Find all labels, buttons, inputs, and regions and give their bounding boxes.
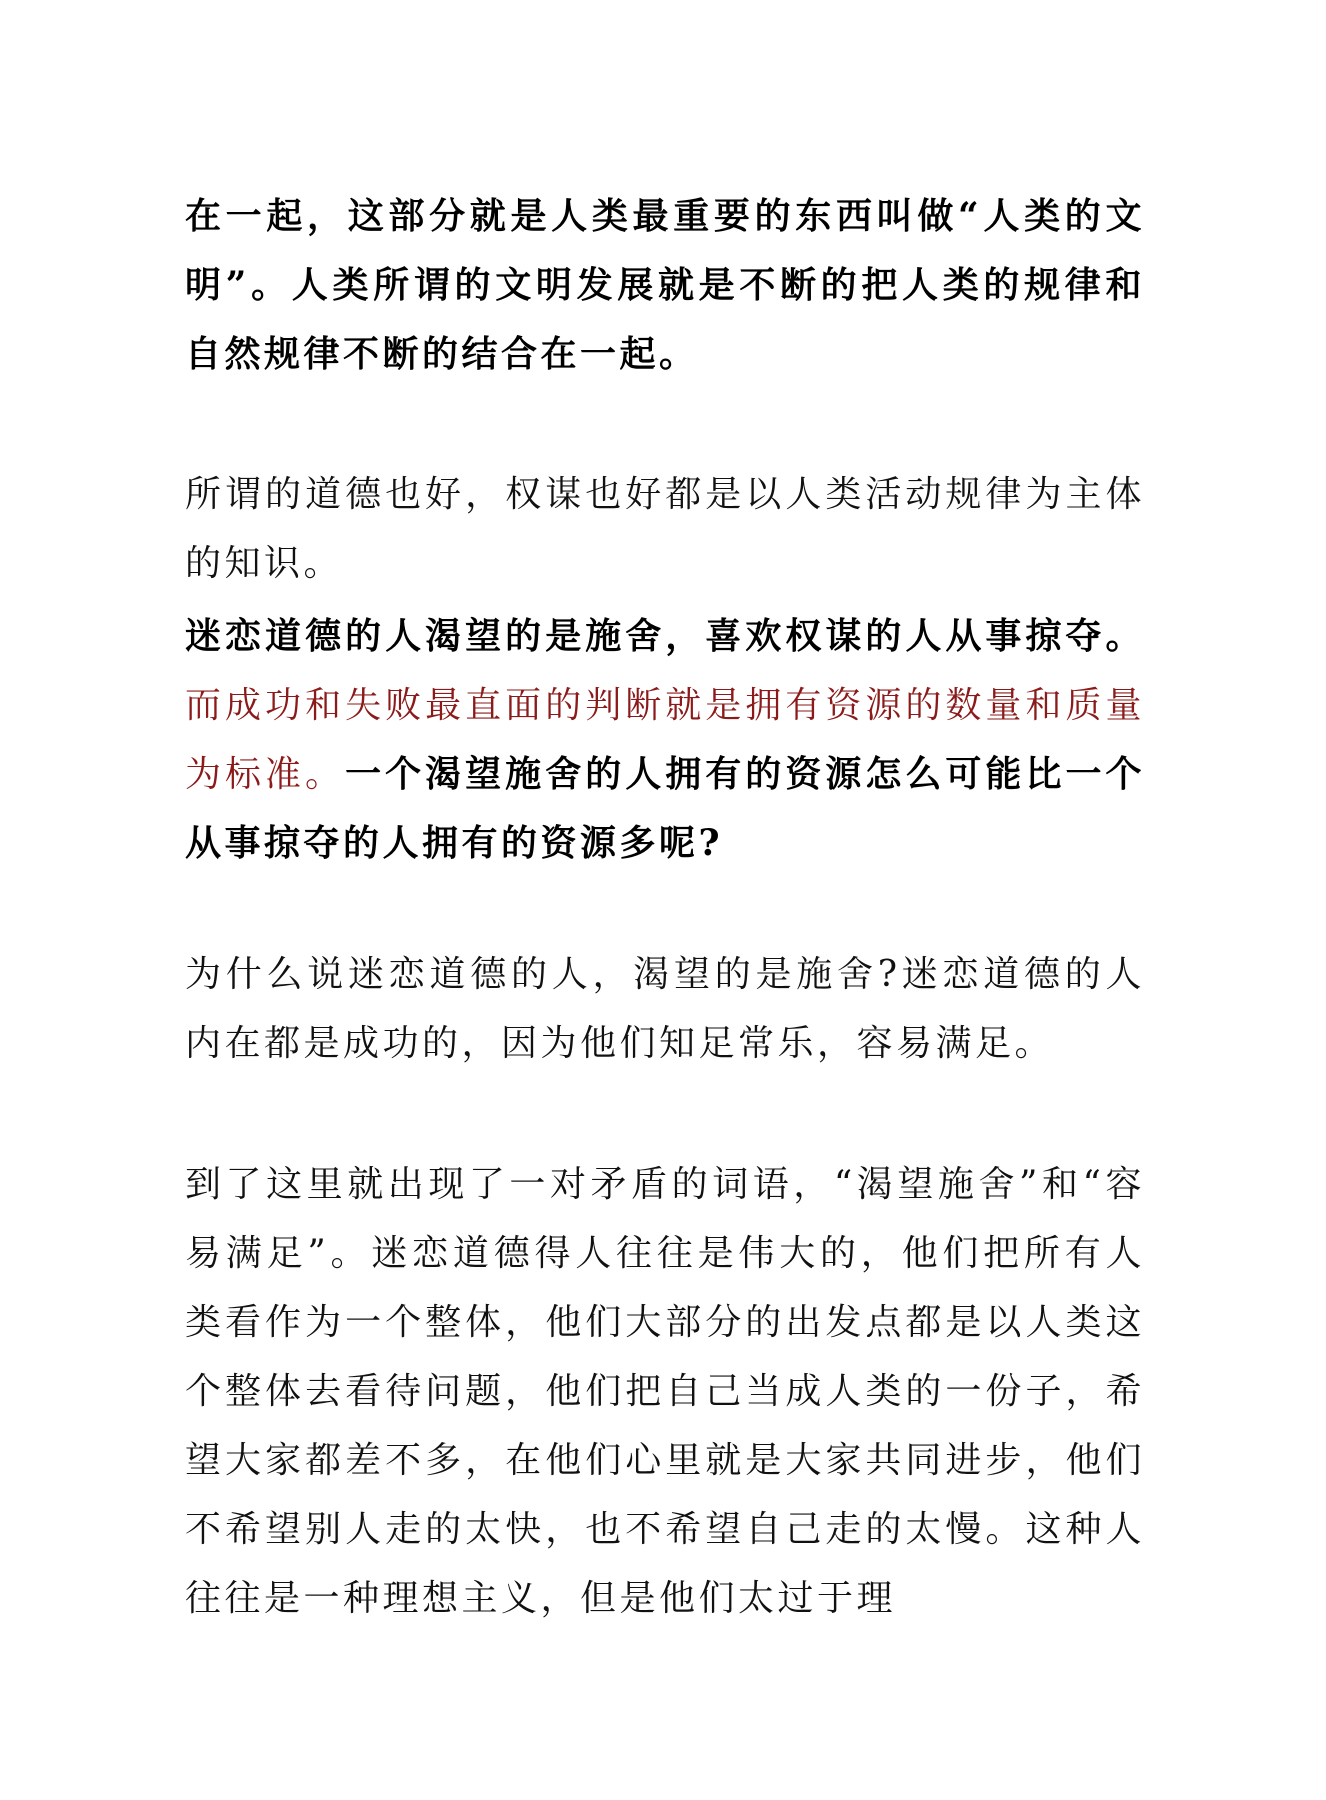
paragraph-charity-plunder-lead: 迷恋道德的人渴望的是施舍，喜欢权谋的人从事掠夺。 bbox=[185, 615, 1145, 657]
paragraph-civilization: 在一起，这部分就是人类最重要的东西叫做“人类的文明”。人类所谓的文明发展就是不断的把人类的规律和自然规律不断的结合在一起。 bbox=[185, 195, 1145, 375]
paragraph-contradiction: 到了这里就出现了一对矛盾的词语，“渴望施舍”和“容易满足”。迷恋道德得人往往是伟大的，他们把所有人类看作为一个整体，他们大部分的出发点都是以人类这个整体去看待问题，他们把自己当成人类的一份子，希望大家都差不多，在他们心里就是大家共同进步，他们不希望别人走的太快，也不希望自己走的太慢。这种人往往是一种理想主义，但是他们太过于理 bbox=[185, 1164, 1145, 1619]
paragraph-why-charity: 为什么说迷恋道德的人，渴望的是施舍?迷恋道德的人内在都是成功的，因为他们知足常乐，容易满足。 bbox=[185, 954, 1145, 1064]
highlighted-sentence: 而成功和失败最直面的判断就是拥有资源的数量和质量为标准。 bbox=[185, 685, 1145, 795]
paragraph-charity-plunder bbox=[185, 602, 1145, 878]
paragraph-morality-strategy: 所谓的道德也好，权谋也好都是以人类活动规律为主体的知识。 bbox=[185, 474, 1145, 584]
paragraph-charity-plunder-question: 一个渴望施舍的人拥有的资源怎么可能比一个从事掠夺的人拥有的资源多呢? bbox=[185, 753, 1145, 864]
